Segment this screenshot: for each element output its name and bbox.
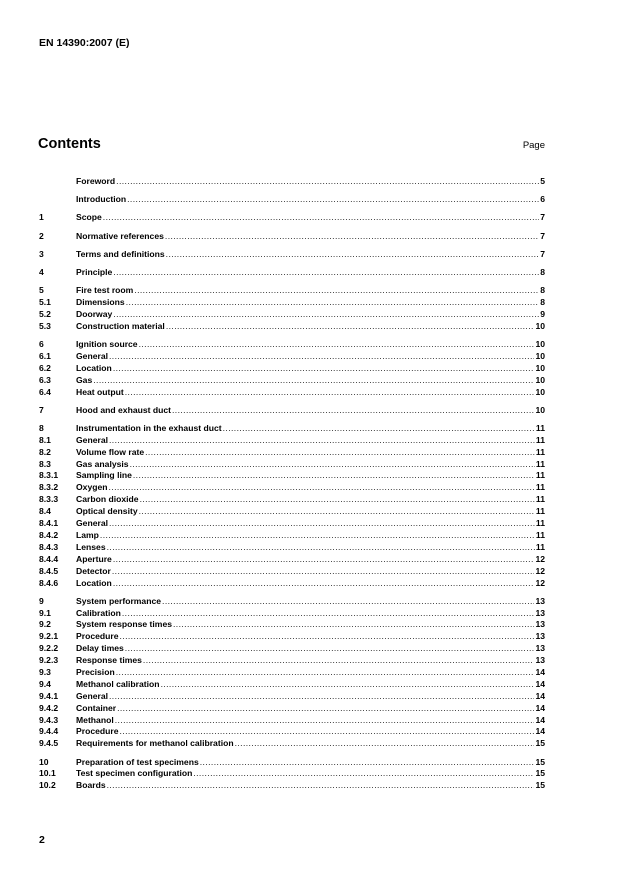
toc-entry-number: 6.4 bbox=[39, 386, 51, 397]
toc-dot-leader bbox=[116, 667, 535, 679]
toc-entry-number: 9.1 bbox=[39, 607, 51, 618]
toc-entry-title: Calibration bbox=[76, 607, 121, 618]
toc-entry-number: 9.4.4 bbox=[39, 726, 59, 737]
toc-entry[interactable] bbox=[39, 506, 545, 518]
toc-entry-title: Location bbox=[76, 577, 112, 588]
toc-dot-leader bbox=[93, 375, 534, 387]
toc-entry-title: Volume flow rate bbox=[76, 446, 145, 457]
toc-entry-number: 8 bbox=[39, 422, 44, 433]
toc-dot-leader bbox=[113, 309, 539, 321]
toc-dot-leader bbox=[120, 726, 535, 738]
toc-dot-leader bbox=[103, 212, 539, 224]
toc-entry[interactable] bbox=[39, 447, 545, 459]
toc-dot-leader bbox=[100, 530, 535, 542]
toc-entry[interactable] bbox=[39, 470, 545, 482]
toc-entry-title: Doorway bbox=[76, 308, 113, 319]
toc-dot-leader bbox=[113, 578, 535, 590]
toc-dot-leader bbox=[235, 738, 535, 750]
toc-entry-number: 6.1 bbox=[39, 350, 51, 361]
toc-dot-leader bbox=[161, 679, 535, 691]
table-of-contents bbox=[39, 176, 545, 792]
toc-entry[interactable] bbox=[39, 726, 545, 738]
toc-entry[interactable] bbox=[39, 631, 545, 643]
toc-entry-title: Ignition source bbox=[76, 338, 138, 349]
toc-entry-page: 10 bbox=[535, 386, 545, 397]
toc-entry-page: 14 bbox=[535, 714, 545, 725]
toc-entry-page: 7 bbox=[540, 230, 545, 241]
toc-entry-number: 9.2 bbox=[39, 619, 51, 630]
toc-entry-page: 11 bbox=[535, 541, 545, 552]
toc-entry-number: 9.2.3 bbox=[39, 655, 59, 666]
toc-entry-page: 5 bbox=[540, 176, 545, 186]
toc-entry-title: Container bbox=[76, 702, 117, 713]
toc-entry-page: 15 bbox=[535, 756, 545, 767]
toc-entry-page: 13 bbox=[535, 643, 545, 654]
toc-entry[interactable] bbox=[39, 176, 545, 188]
toc-entry-page: 11 bbox=[535, 434, 545, 445]
toc-entry[interactable] bbox=[39, 530, 545, 542]
toc-entry[interactable] bbox=[39, 321, 545, 333]
toc-entry[interactable] bbox=[39, 554, 545, 566]
toc-entry[interactable] bbox=[39, 679, 545, 691]
toc-entry-number: 8.3 bbox=[39, 458, 51, 469]
toc-dot-leader bbox=[166, 321, 535, 333]
toc-entry-number: 8.4.1 bbox=[39, 518, 59, 529]
toc-entry[interactable] bbox=[39, 482, 545, 494]
toc-entry-page: 14 bbox=[535, 678, 545, 689]
toc-entry[interactable] bbox=[39, 691, 545, 703]
toc-entry[interactable] bbox=[39, 738, 545, 750]
toc-entry-page: 13 bbox=[535, 607, 545, 618]
toc-entry-number: 5.2 bbox=[39, 308, 51, 319]
toc-entry-page: 7 bbox=[540, 212, 545, 223]
toc-entry-number: 6.2 bbox=[39, 362, 51, 373]
toc-entry-title: Delay times bbox=[76, 643, 124, 654]
toc-entry-title: Procedure bbox=[76, 726, 119, 737]
toc-entry-page: 14 bbox=[535, 690, 545, 701]
toc-entry-page: 11 bbox=[535, 470, 545, 481]
toc-entry-number: 3 bbox=[39, 248, 44, 259]
toc-dot-leader bbox=[133, 470, 535, 482]
toc-dot-leader bbox=[113, 267, 539, 279]
toc-dot-leader bbox=[107, 542, 535, 554]
toc-dot-leader bbox=[162, 596, 534, 608]
toc-entry-title: Lenses bbox=[76, 541, 106, 552]
toc-entry-title: Optical density bbox=[76, 506, 138, 517]
toc-dot-leader bbox=[125, 643, 535, 655]
toc-dot-leader bbox=[143, 655, 535, 667]
toc-dot-leader bbox=[117, 703, 534, 715]
toc-dot-leader bbox=[145, 447, 535, 459]
toc-entry[interactable] bbox=[39, 267, 545, 279]
toc-entry[interactable] bbox=[39, 768, 545, 780]
toc-entry-title: Gas analysis bbox=[76, 458, 129, 469]
toc-entry-number: 9.4 bbox=[39, 678, 51, 689]
toc-entry-title: Detector bbox=[76, 565, 111, 576]
toc-entry[interactable] bbox=[39, 757, 545, 769]
toc-entry-page: 11 bbox=[535, 506, 545, 517]
toc-entry[interactable] bbox=[39, 297, 545, 309]
toc-entry-number: 7 bbox=[39, 404, 44, 415]
toc-entry-title: Normative references bbox=[76, 230, 164, 241]
toc-dot-leader bbox=[165, 231, 539, 243]
toc-entry[interactable] bbox=[39, 387, 545, 399]
toc-entry-number: 8.4.3 bbox=[39, 541, 59, 552]
toc-dot-leader bbox=[113, 363, 535, 375]
toc-entry-title: Precision bbox=[76, 667, 115, 678]
toc-entry-number: 10.1 bbox=[39, 768, 56, 779]
toc-entry[interactable] bbox=[39, 339, 545, 351]
toc-entry-title: Principle bbox=[76, 266, 113, 277]
toc-entry-title: Hood and exhaust duct bbox=[76, 404, 172, 415]
toc-entry-number: 8.3.2 bbox=[39, 482, 59, 493]
toc-entry-page: 14 bbox=[535, 726, 545, 737]
toc-entry-title: Test specimen configuration bbox=[76, 768, 193, 779]
toc-entry-page: 6 bbox=[540, 194, 545, 205]
toc-entry-title: Methanol bbox=[76, 714, 114, 725]
toc-entry-page: 7 bbox=[540, 248, 545, 259]
toc-entry-number: 8.4.6 bbox=[39, 577, 59, 588]
toc-entry-title: Response times bbox=[76, 655, 142, 666]
toc-entry-number: 9.4.2 bbox=[39, 702, 59, 713]
toc-entry[interactable] bbox=[39, 435, 545, 447]
toc-entry-page: 13 bbox=[535, 655, 545, 666]
toc-dot-leader bbox=[122, 608, 535, 620]
toc-entry-page: 11 bbox=[535, 494, 545, 505]
toc-entry-page: 15 bbox=[535, 780, 545, 791]
toc-entry[interactable] bbox=[39, 518, 545, 530]
toc-dot-leader bbox=[200, 757, 535, 769]
toc-entry[interactable] bbox=[39, 566, 545, 578]
toc-entry-number: 9.4.3 bbox=[39, 714, 59, 725]
toc-dot-leader bbox=[166, 249, 540, 261]
toc-entry-title: Oxygen bbox=[76, 482, 108, 493]
toc-entry-title: Construction material bbox=[76, 320, 165, 331]
toc-entry-page: 13 bbox=[535, 595, 545, 606]
toc-entry-title: Gas bbox=[76, 374, 93, 385]
toc-entry-title: Introduction bbox=[76, 194, 127, 205]
toc-dot-leader bbox=[127, 194, 539, 206]
toc-entry-page: 10 bbox=[535, 320, 545, 331]
toc-entry[interactable] bbox=[39, 212, 545, 224]
toc-dot-leader bbox=[109, 482, 535, 494]
toc-dot-leader bbox=[134, 285, 539, 297]
toc-entry-title: Carbon dioxide bbox=[76, 494, 139, 505]
toc-entry-page: 13 bbox=[535, 619, 545, 630]
toc-dot-leader bbox=[115, 715, 535, 727]
toc-entry-page: 8 bbox=[540, 297, 545, 308]
toc-entry[interactable] bbox=[39, 780, 545, 792]
toc-entry-page: 12 bbox=[535, 577, 545, 588]
toc-entry-number: 6.3 bbox=[39, 374, 51, 385]
toc-entry[interactable] bbox=[39, 405, 545, 417]
toc-entry-page: 8 bbox=[540, 266, 545, 277]
toc-entry-number: 6 bbox=[39, 338, 44, 349]
toc-dot-leader bbox=[173, 619, 534, 631]
toc-entry-title: General bbox=[76, 518, 109, 529]
toc-entry[interactable] bbox=[39, 703, 545, 715]
toc-entry-title: Instrumentation in the exhaust duct bbox=[76, 422, 222, 433]
toc-entry-number: 8.4.5 bbox=[39, 565, 59, 576]
page-number: 2 bbox=[39, 834, 45, 846]
toc-entry-page: 12 bbox=[535, 553, 545, 564]
toc-entry-page: 15 bbox=[535, 768, 545, 779]
toc-entry[interactable] bbox=[39, 231, 545, 243]
toc-entry[interactable] bbox=[39, 375, 545, 387]
toc-entry-page: 11 bbox=[535, 482, 545, 493]
toc-entry-number: 8.4.2 bbox=[39, 529, 59, 540]
toc-entry[interactable] bbox=[39, 619, 545, 631]
toc-dot-leader bbox=[109, 351, 534, 363]
toc-entry[interactable] bbox=[39, 643, 545, 655]
toc-entry-page: 13 bbox=[535, 631, 545, 642]
toc-entry-title: Sampling line bbox=[76, 470, 132, 481]
toc-entry-number: 1 bbox=[39, 212, 44, 223]
toc-entry-page: 14 bbox=[535, 702, 545, 713]
toc-entry-page: 8 bbox=[540, 285, 545, 296]
toc-entry-page: 12 bbox=[535, 565, 545, 576]
toc-entry[interactable] bbox=[39, 459, 545, 471]
page-column-heading: Page bbox=[522, 140, 545, 151]
toc-dot-leader bbox=[126, 297, 540, 309]
toc-entry-title: Fire test room bbox=[76, 285, 134, 296]
toc-entry-title: System response times bbox=[76, 619, 173, 630]
toc-entry-number: 8.4 bbox=[39, 506, 51, 517]
toc-entry-number: 8.4.4 bbox=[39, 553, 59, 564]
toc-entry-title: Procedure bbox=[76, 631, 119, 642]
document-id-header: EN 14390:2007 (E) bbox=[39, 37, 130, 49]
toc-entry-number: 5.1 bbox=[39, 297, 51, 308]
toc-entry-number: 10.2 bbox=[39, 780, 56, 791]
toc-entry-title: Preparation of test specimens bbox=[76, 756, 199, 767]
toc-dot-leader bbox=[112, 566, 535, 578]
toc-entry-number: 2 bbox=[39, 230, 44, 241]
toc-entry-title: Boards bbox=[76, 780, 106, 791]
toc-dot-leader bbox=[139, 506, 535, 518]
toc-dot-leader bbox=[109, 518, 535, 530]
toc-dot-leader bbox=[109, 435, 535, 447]
toc-entry-title: System performance bbox=[76, 595, 162, 606]
toc-entry[interactable] bbox=[39, 596, 545, 608]
toc-entry-page: 11 bbox=[535, 446, 545, 457]
toc-entry[interactable] bbox=[39, 363, 545, 375]
toc-entry-page: 9 bbox=[540, 308, 545, 319]
toc-entry-title: General bbox=[76, 350, 109, 361]
toc-entry-page: 10 bbox=[535, 362, 545, 373]
toc-entry-title: General bbox=[76, 690, 109, 701]
toc-dot-leader bbox=[130, 459, 535, 471]
toc-entry-title: Methanol calibration bbox=[76, 678, 160, 689]
toc-entry-title: Dimensions bbox=[76, 297, 125, 308]
toc-entry-number: 9.4.1 bbox=[39, 690, 59, 701]
toc-dot-leader bbox=[139, 339, 535, 351]
toc-entry-number: 8.2 bbox=[39, 446, 51, 457]
toc-title: Contents bbox=[38, 136, 101, 152]
toc-dot-leader bbox=[109, 691, 534, 703]
toc-entry-number: 9.2.1 bbox=[39, 631, 59, 642]
toc-entry-title: Requirements for methanol calibration bbox=[76, 738, 234, 749]
toc-entry-title: Lamp bbox=[76, 529, 99, 540]
toc-entry-page: 10 bbox=[535, 374, 545, 385]
toc-entry-number: 9.2.2 bbox=[39, 643, 59, 654]
toc-entry[interactable] bbox=[39, 249, 545, 261]
toc-entry-title: Foreword bbox=[76, 176, 116, 186]
toc-dot-leader bbox=[120, 631, 535, 643]
toc-entry[interactable] bbox=[39, 542, 545, 554]
toc-entry-page: 10 bbox=[535, 350, 545, 361]
toc-dot-leader bbox=[125, 387, 535, 399]
toc-entry[interactable] bbox=[39, 578, 545, 590]
toc-entry-title: Aperture bbox=[76, 553, 112, 564]
toc-entry-number: 4 bbox=[39, 266, 44, 277]
toc-entry-number: 8.1 bbox=[39, 434, 51, 445]
toc-entry-page: 11 bbox=[535, 518, 545, 529]
toc-entry[interactable] bbox=[39, 423, 545, 435]
toc-entry-number: 5.3 bbox=[39, 320, 51, 331]
toc-entry-page: 10 bbox=[535, 338, 545, 349]
toc-entry-title: Scope bbox=[76, 212, 102, 223]
toc-entry[interactable] bbox=[39, 667, 545, 679]
toc-entry-number: 9.3 bbox=[39, 667, 51, 678]
toc-dot-leader bbox=[116, 176, 539, 188]
toc-entry[interactable] bbox=[39, 655, 545, 667]
toc-dot-leader bbox=[223, 423, 535, 435]
toc-entry-page: 11 bbox=[535, 529, 545, 540]
toc-entry-title: Terms and definitions bbox=[76, 248, 165, 259]
toc-dot-leader bbox=[140, 494, 535, 506]
toc-entry-number: 8.3.1 bbox=[39, 470, 59, 481]
toc-entry[interactable] bbox=[39, 494, 545, 506]
toc-entry-title: Location bbox=[76, 362, 112, 373]
toc-dot-leader bbox=[172, 405, 534, 417]
toc-entry-page: 10 bbox=[535, 404, 545, 415]
toc-dot-leader bbox=[113, 554, 535, 566]
toc-entry-number: 9.4.5 bbox=[39, 738, 59, 749]
toc-dot-leader bbox=[193, 768, 534, 780]
toc-entry-number: 10 bbox=[39, 756, 49, 767]
toc-entry-page: 11 bbox=[535, 422, 545, 433]
toc-entry[interactable] bbox=[39, 715, 545, 727]
toc-entry[interactable] bbox=[39, 309, 545, 321]
toc-entry[interactable] bbox=[39, 194, 545, 206]
toc-entry[interactable] bbox=[39, 608, 545, 620]
toc-entry-number: 5 bbox=[39, 285, 44, 296]
toc-entry-page: 14 bbox=[535, 667, 545, 678]
toc-entry[interactable] bbox=[39, 351, 545, 363]
toc-entry-number: 8.3.3 bbox=[39, 494, 59, 505]
toc-entry-title: Heat output bbox=[76, 386, 124, 397]
toc-entry-title: General bbox=[76, 434, 109, 445]
toc-entry-number: 9 bbox=[39, 595, 44, 606]
toc-entry-page: 11 bbox=[535, 458, 545, 469]
toc-dot-leader bbox=[107, 780, 535, 792]
toc-entry-page: 15 bbox=[535, 738, 545, 749]
toc-entry[interactable] bbox=[39, 285, 545, 297]
